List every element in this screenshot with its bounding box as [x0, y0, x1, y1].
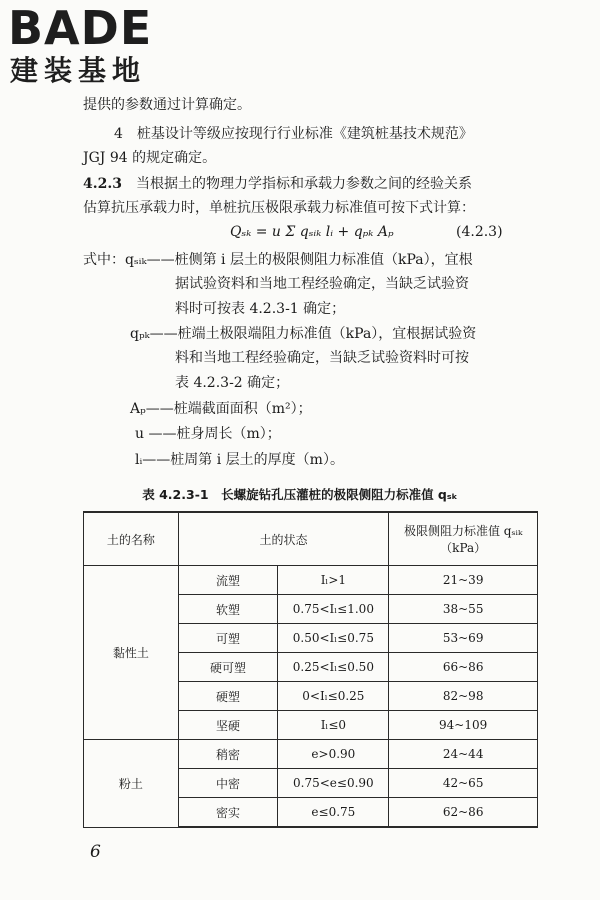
group-name: 粉土 — [84, 740, 179, 828]
group-name: 黏性土 — [84, 566, 179, 740]
clause-text: 当根据土的物理力学指标和承载力参数之间的经验关系 — [121, 176, 472, 192]
clause-number: 4.2.3 — [83, 176, 122, 192]
header-unit: （kPa） — [440, 541, 487, 555]
cell-condition: 0.75<e≤0.90 — [278, 769, 389, 798]
cell-condition: e>0.90 — [278, 740, 389, 769]
logo-latin: BADE — [8, 1, 153, 55]
cell-value: 62~86 — [389, 798, 538, 828]
header-resistance-label: 极限侧阻力标准值 qₛᵢₖ — [403, 524, 523, 538]
page-number: 6 — [90, 842, 101, 862]
definition-line: 料时可按表 4.2.3-1 确定； — [175, 301, 346, 317]
side-resistance-table — [83, 511, 538, 828]
text-line: 4 桩基设计等级应按现行行业标准《建筑桩基技术规范》 — [114, 126, 473, 142]
cell-value: 94~109 — [389, 711, 538, 740]
definition-line: qₚₖ——桩端土极限端阻力标准值（kPa），宜根据试验资 — [130, 326, 477, 342]
table-caption: 表 4.2.3-1 长螺旋钻孔压灌桩的极限侧阻力标准值 qₛₖ — [142, 487, 458, 502]
definition-line: 料和当地工程经验确定，当缺乏试验资料时可按 — [175, 350, 469, 366]
equation: Qₛₖ = u Σ qₛᵢₖ lᵢ + qₚₖ Aₚ — [230, 224, 394, 240]
text-line: 提供的参数通过计算确定。 — [83, 97, 251, 113]
cell-state: 稍密 — [178, 740, 278, 769]
definition-line: u ——桩身周长（m）； — [135, 426, 281, 442]
header-soil-state: 土的状态 — [178, 512, 389, 566]
cell-condition: Iₗ>1 — [278, 566, 389, 595]
cell-state: 硬塑 — [178, 682, 278, 711]
cell-condition: 0.25<Iₗ≤0.50 — [278, 653, 389, 682]
definition-line: 式中：qₛᵢₖ——桩侧第 i 层土的极限侧阻力标准值（kPa），宜根 — [83, 252, 473, 268]
table-row — [84, 566, 538, 595]
cell-condition: e≤0.75 — [278, 798, 389, 828]
cell-condition: 0<Iₗ≤0.25 — [278, 682, 389, 711]
cell-state: 坚硬 — [178, 711, 278, 740]
cell-state: 中密 — [178, 769, 278, 798]
header-soil-name: 土的名称 — [84, 512, 179, 566]
definition-line: lᵢ——桩周第 i 层土的厚度（m）。 — [135, 452, 344, 468]
definition-line: 表 4.2.3-2 确定； — [175, 375, 290, 391]
cell-value: 66~86 — [389, 653, 538, 682]
logo-chinese: 建装基地 — [10, 54, 147, 87]
cell-value: 53~69 — [389, 624, 538, 653]
cell-condition: 0.75<Iₗ≤1.00 — [278, 595, 389, 624]
table-header-row — [84, 512, 538, 566]
cell-state: 硬可塑 — [178, 653, 278, 682]
equation-number: (4.2.3) — [456, 224, 503, 240]
cell-condition: Iₗ≤0 — [278, 711, 389, 740]
logo — [8, 1, 178, 94]
cell-value: 42~65 — [389, 769, 538, 798]
header-resistance — [389, 512, 538, 566]
cell-state: 流塑 — [178, 566, 278, 595]
cell-state: 软塑 — [178, 595, 278, 624]
definition-line: 据试验资料和当地工程经验确定，当缺乏试验资 — [175, 276, 469, 292]
definition-line: Aₚ——桩端截面面积（m²）； — [130, 401, 312, 417]
cell-state: 密实 — [178, 798, 278, 828]
cell-value: 38~55 — [389, 595, 538, 624]
text-line: 估算抗压承载力时，单桩抗压极限承载力标准值可按下式计算： — [83, 200, 475, 216]
cell-state: 可塑 — [178, 624, 278, 653]
cell-value: 24~44 — [389, 740, 538, 769]
text-line: JGJ 94 的规定确定。 — [83, 150, 217, 166]
cell-value: 82~98 — [389, 682, 538, 711]
clause-4-2-3 — [83, 174, 472, 194]
cell-condition: 0.50<Iₗ≤0.75 — [278, 624, 389, 653]
cell-value: 21~39 — [389, 566, 538, 595]
table-row — [84, 740, 538, 769]
